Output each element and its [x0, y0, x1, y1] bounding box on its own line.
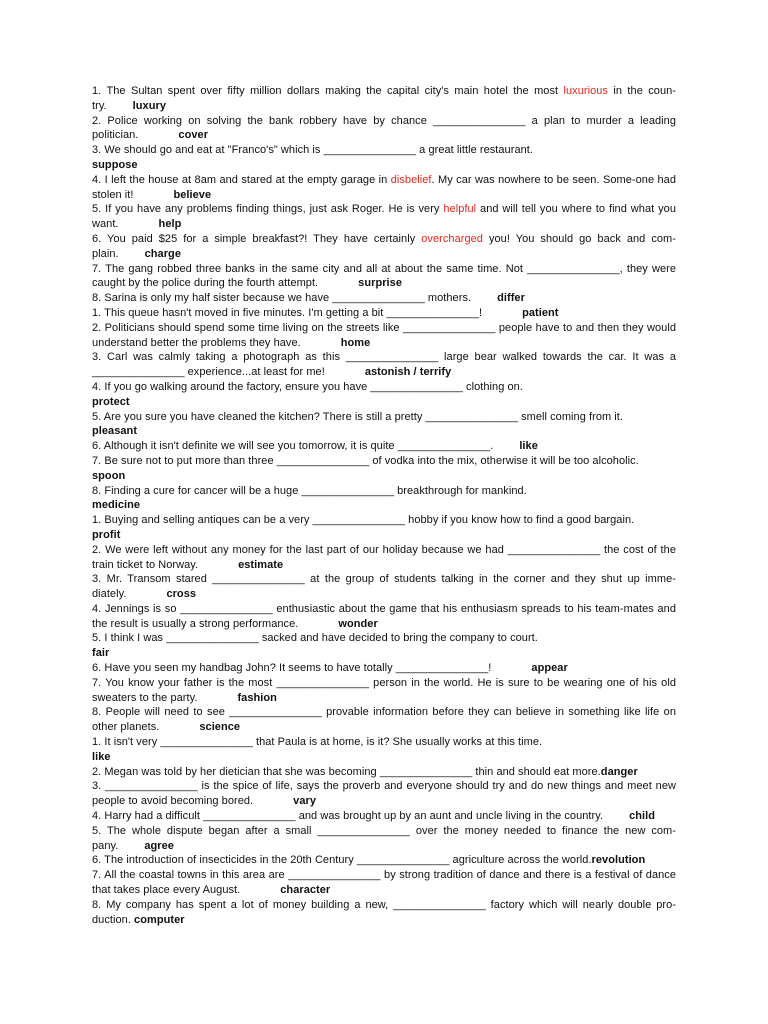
exercise-item	[92, 572, 676, 602]
item-text: 1. This queue hasn't moved in five minutes. I'm getting a bit _______________!	[92, 306, 483, 319]
item-keyword: like	[519, 440, 538, 453]
item-keyword: spoon	[92, 469, 126, 482]
item-text: 6. Although it isn't definite we will see you tomorrow, it is quite _______________.	[92, 440, 494, 453]
exercise-item	[92, 661, 676, 676]
exercise-item	[92, 114, 676, 144]
item-text: 1. The Sultan spent over fifty million dollars making the capital city's main hotel the most	[92, 85, 564, 97]
exercise-item	[92, 631, 676, 661]
item-text: 1. Buying and selling antiques can be a very _______________ hobby if you know how to find a good bargain.	[92, 514, 635, 527]
item-keyword: profit	[92, 528, 121, 541]
item-keyword: computer	[134, 913, 185, 926]
item-keyword: charge	[144, 247, 181, 260]
item-answer: helpful	[443, 203, 477, 216]
item-text: 2. Police working on solving the bank robbery have by chance _______________ a plan to murder a leading politician.	[92, 114, 676, 142]
item-text: 8. People will need to see _______________ provable information before they can believe in something like life on other planets.	[92, 706, 676, 734]
item-keyword: vary	[293, 795, 317, 808]
item-keyword: fashion	[237, 691, 277, 704]
item-text: 3. We should go and eat at "Franco's" which is _______________ a great little restaurant.	[92, 144, 533, 157]
exercise-item	[92, 779, 676, 809]
item-text: 4. Jennings is so _______________ enthusiastic about the game that his enthusiasm spreads to his team-mates and the result is usually a strong performance.	[92, 602, 676, 630]
item-text: 8. My company has spent a lot of money building a new, _______________ factory which will nearly double pro-duction.	[92, 898, 676, 926]
item-text: 3. Mr. Transom stared _______________ at the group of students talking in the corner and they shut up imme-diately.	[92, 573, 676, 601]
exercise-item	[92, 143, 676, 173]
item-text: 8. Sarina is only my half sister because we have _______________ mothers.	[92, 292, 472, 305]
item-text: 3. _______________ is the spice of life, says the proverb and everyone should try and do new things and meet new people to avoid becoming bored.	[92, 780, 676, 808]
item-keyword: luxury	[132, 99, 166, 112]
item-text: 5. If you have any problems finding things, just ask Roger. He is very	[92, 203, 444, 216]
exercise-item	[92, 484, 676, 514]
item-keyword: appear	[531, 662, 568, 675]
exercise-item	[92, 454, 676, 484]
item-keyword: revolution	[591, 854, 646, 867]
item-keyword: astonish / terrify	[364, 366, 452, 379]
item-text: 1. It isn't very _______________ that Paula is at home, is it? She usually works at this time.	[92, 736, 543, 749]
item-keyword: pleasant	[92, 425, 138, 438]
item-keyword: patient	[522, 306, 559, 319]
item-text: 7. All the coastal towns in this area are _______________ by strong tradition of dance and there is a festival of dance that takes place every August.	[92, 869, 676, 897]
item-text: 6. The introduction of insecticides in the 20th Century _______________ agriculture across the world.	[92, 854, 592, 867]
item-text: 5. The whole dispute began after a small _______________ over the money needed to finance the new com-pany.	[92, 824, 676, 852]
item-keyword: help	[158, 218, 182, 231]
exercise-item	[92, 84, 676, 114]
item-answer: luxurious	[563, 85, 608, 97]
item-answer: disbelief	[390, 173, 432, 186]
exercise-item	[92, 676, 676, 706]
item-text: 8. Finding a cure for cancer will be a huge _______________ breakthrough for mankind.	[92, 484, 527, 497]
item-text: 4. Harry had a difficult _______________ and was brought up by an aunt and uncle living in the country.	[92, 810, 604, 823]
exercise-item	[92, 321, 676, 351]
item-text-after: . My car was nowhere to be seen. Some-one had stolen it!	[92, 173, 676, 201]
exercise-item	[92, 513, 676, 543]
item-keyword: surprise	[358, 277, 402, 290]
item-keyword: agree	[144, 839, 174, 852]
item-keyword: differ	[497, 292, 525, 305]
item-keyword: science	[199, 721, 241, 734]
exercise-item	[92, 350, 676, 380]
exercise-item	[92, 868, 676, 898]
item-text: 5. I think I was _______________ sacked and have decided to bring the company to court.	[92, 632, 538, 645]
item-text: 4. I left the house at 8am and stared at the empty garage in	[92, 173, 391, 186]
item-text-after: you! You should go back and com-plain.	[92, 232, 676, 260]
item-keyword: character	[280, 884, 331, 897]
item-text: 7. Be sure not to put more than three _______________ of vodka into the mix, otherwise it will be too alcoholic.	[92, 454, 639, 467]
item-text: 5. Are you sure you have cleaned the kitchen? There is still a pretty _______________ smell coming from it.	[92, 410, 624, 423]
exercise-item	[92, 735, 676, 765]
item-text: 7. The gang robbed three banks in the same city and all at about the same time. Not _______________, they were caught by the police during the fourth attempt.	[92, 262, 676, 290]
item-text: 2. Politicians should spend some time living on the streets like _______________ people have to and then they would understand better the problems they have.	[92, 321, 676, 349]
exercise-item	[92, 809, 676, 824]
item-keyword: like	[92, 750, 111, 763]
exercise-item	[92, 173, 676, 203]
exercise-item	[92, 543, 676, 573]
item-text: 4. If you go walking around the factory, ensure you have _______________ clothing on.	[92, 380, 523, 393]
exercise-item	[92, 380, 676, 410]
exercise-item	[92, 232, 676, 262]
exercise-item	[92, 898, 676, 928]
exercise-item	[92, 705, 676, 735]
item-text: 7. You know your father is the most _______________ person in the world. He is sure to be wearing one of his old sweaters to the party.	[92, 676, 676, 704]
exercise-item	[92, 853, 676, 868]
exercise-item	[92, 439, 676, 454]
item-keyword: cross	[166, 588, 197, 601]
exercise-item	[92, 306, 676, 321]
item-keyword: cover	[178, 129, 209, 142]
item-text: 6. Have you seen my handbag John? It seems to have totally _______________!	[92, 662, 492, 675]
item-keyword: suppose	[92, 158, 138, 171]
item-text-after: in the coun-try.	[92, 85, 677, 112]
exercise-item	[92, 765, 676, 780]
item-text: 6. You paid $25 for a simple breakfast?! They have certainly	[92, 232, 422, 245]
item-keyword: wonder	[338, 617, 378, 630]
item-keyword: estimate	[238, 558, 284, 571]
exercise-item	[92, 824, 676, 854]
exercise-item	[92, 202, 676, 232]
item-answer: overcharged	[421, 232, 483, 245]
item-text: 2. We were left without any money for the last part of our holiday because we had _______________ the cost of the train ticket to Norway.	[92, 543, 676, 571]
item-keyword: fair	[92, 647, 110, 660]
item-keyword: medicine	[92, 499, 141, 512]
item-text-after: and will tell you where to find what you want.	[92, 203, 676, 231]
exercise-item	[92, 602, 676, 632]
item-keyword: danger	[600, 765, 638, 778]
item-text: 3. Carl was calmly taking a photograph as this _______________ large bear walked towards the car. It was a _______________ experience...at least for me!	[92, 351, 676, 379]
exercise-item	[92, 291, 676, 306]
item-keyword: home	[340, 336, 371, 349]
exercise-item	[92, 262, 676, 292]
item-keyword: protect	[92, 395, 130, 408]
item-keyword: child	[629, 810, 656, 823]
item-text: 2. Megan was told by her dietician that she was becoming _______________ thin and should eat more.	[92, 765, 601, 778]
item-keyword: believe	[173, 188, 212, 201]
exercise-item	[92, 410, 676, 440]
